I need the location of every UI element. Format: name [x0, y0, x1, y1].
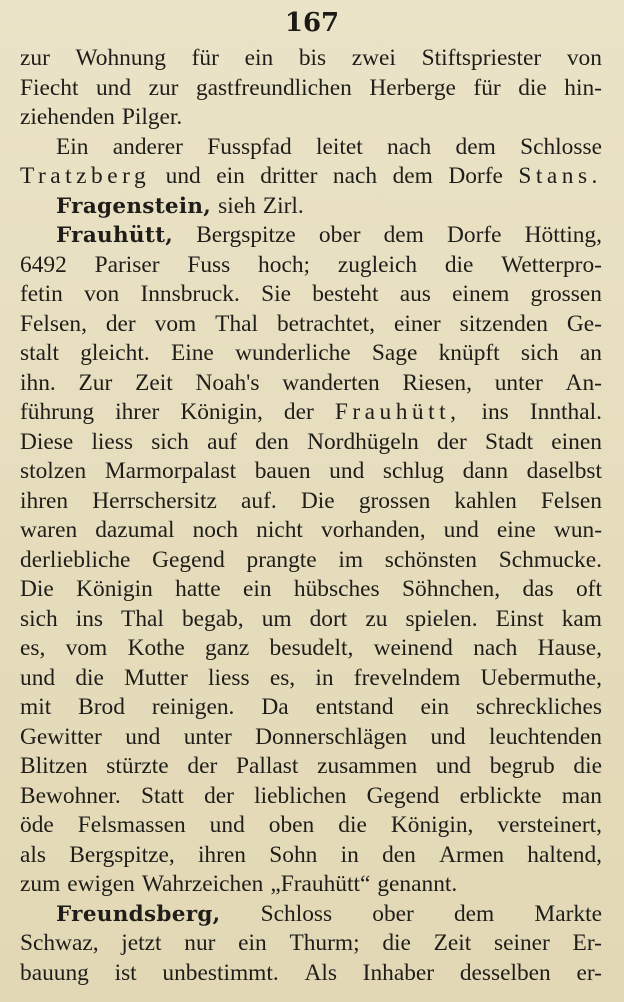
word: zum — [20, 871, 61, 897]
word: Königin, — [180, 399, 263, 425]
word: Königin — [76, 576, 153, 602]
word: Pilger. — [121, 104, 183, 130]
word: ihn. — [20, 369, 56, 396]
word: ziehenden — [20, 104, 115, 130]
text-line — [20, 487, 602, 517]
word: ober — [372, 900, 414, 927]
word: desselben — [459, 959, 551, 986]
word: Mutter — [124, 664, 188, 691]
word: er- — [576, 959, 602, 986]
word: nach — [332, 163, 378, 189]
word: die — [573, 753, 602, 779]
word: Pallast — [236, 753, 299, 779]
word: Felsmassen — [77, 812, 186, 838]
word: Schwaz, — [20, 930, 99, 956]
word: ewigen — [67, 871, 135, 897]
word: der — [283, 399, 314, 425]
word: Sie — [261, 281, 291, 307]
word: Gegend — [152, 546, 225, 573]
text-line — [20, 162, 602, 192]
word: Wahrzeichen — [141, 871, 264, 897]
word: Inhaber — [362, 959, 435, 986]
word: und — [329, 458, 365, 484]
word: dazumal — [95, 517, 175, 543]
word: der — [105, 310, 136, 337]
word: für — [473, 74, 501, 101]
word: hatte — [175, 576, 221, 602]
word: nur — [184, 930, 216, 956]
word: den — [382, 841, 416, 868]
word: Statt — [140, 782, 184, 809]
text-line — [20, 280, 602, 310]
word: lieblichen — [254, 782, 347, 809]
word: „Frauhütt“ — [270, 871, 371, 897]
word: bis — [298, 45, 327, 71]
word: ein — [244, 45, 274, 71]
word: es, — [20, 635, 46, 661]
word: vom — [154, 310, 197, 337]
word: Nordhügeln — [307, 428, 419, 455]
word: sich — [520, 340, 559, 366]
text-line — [20, 221, 602, 251]
text-line — [20, 74, 602, 104]
word: unbestimmt. — [162, 959, 279, 986]
word: von — [84, 281, 120, 307]
word: ins — [481, 399, 509, 425]
word: und — [435, 753, 471, 779]
word: unter — [183, 723, 232, 750]
word: Diese — [20, 428, 74, 455]
word: mit — [20, 694, 52, 720]
word: liess — [91, 428, 134, 455]
word: Gewitter — [20, 723, 102, 750]
word: An- — [565, 369, 602, 396]
word: kahlen — [454, 487, 517, 514]
word: Riesen, — [402, 369, 472, 396]
word: Wohnung — [75, 45, 166, 71]
word: betrachtet, — [276, 310, 376, 337]
text-line — [20, 752, 602, 782]
word: Armen — [439, 841, 505, 868]
word: Bewohner. — [20, 782, 121, 809]
word: grossen — [358, 487, 431, 514]
word: einer — [393, 310, 441, 337]
word: bauen — [254, 458, 311, 484]
word: waren — [20, 517, 78, 543]
word: stolzen — [20, 458, 87, 484]
word: ihren — [20, 487, 69, 514]
word: oft — [575, 576, 602, 602]
word: Da — [261, 694, 289, 720]
word: dem — [383, 222, 424, 248]
word: einen — [551, 428, 602, 455]
word: und — [125, 723, 161, 750]
word: Uebermuthe, — [480, 664, 602, 691]
word: ein — [242, 576, 272, 602]
word: ein — [216, 163, 245, 189]
word: derliebliche — [20, 546, 131, 573]
word: besteht — [312, 281, 379, 307]
word: sitzenden — [459, 310, 548, 337]
text-line — [20, 516, 602, 546]
word: dritter — [260, 163, 318, 189]
word: und — [95, 74, 132, 101]
word: dem — [455, 133, 496, 160]
word: dem — [392, 163, 433, 189]
word: bauung — [20, 959, 89, 986]
word: Innthal. — [529, 399, 602, 425]
text-line — [20, 900, 602, 930]
word: Herberge — [369, 74, 456, 101]
word: besudelt, — [269, 635, 354, 661]
word: grossen — [530, 281, 602, 307]
word: Bergspitze — [196, 222, 296, 248]
word: von — [566, 45, 602, 71]
text-line — [20, 811, 602, 841]
word: Eine — [170, 340, 214, 366]
word: sich — [20, 605, 58, 632]
word: führung — [20, 399, 95, 425]
text-line — [20, 369, 602, 399]
word: vom — [65, 635, 108, 661]
word: zu — [365, 605, 388, 632]
text-line — [20, 546, 602, 576]
word: den — [255, 428, 289, 455]
word: ihrer — [115, 399, 160, 425]
word: Stadt — [485, 428, 534, 455]
word: und — [209, 812, 245, 838]
word: Einst — [495, 605, 544, 632]
word: hoch; — [258, 251, 311, 278]
text-line — [20, 693, 602, 723]
word: leitet — [315, 133, 363, 160]
word: ist — [114, 959, 137, 986]
word: dann — [462, 458, 509, 484]
word: Hause, — [537, 635, 602, 661]
word: an — [579, 340, 602, 366]
word: zur — [148, 74, 179, 101]
word: dem — [453, 900, 495, 927]
word: Fiecht — [20, 74, 79, 101]
word: begrub — [489, 753, 555, 779]
word: noch — [192, 517, 239, 543]
word: fetin — [20, 281, 63, 307]
word: hübsches — [293, 576, 380, 602]
word: ins — [75, 605, 104, 632]
word: Schmucke. — [498, 546, 602, 573]
word: die — [338, 812, 367, 838]
word: jetzt — [121, 930, 162, 956]
word: Dorfe — [446, 222, 502, 248]
word: auf — [207, 428, 237, 455]
word: vorhanden, — [321, 517, 426, 543]
word: Zirl. — [262, 192, 304, 219]
word: anderer — [112, 133, 183, 160]
word: Zeit — [433, 930, 472, 956]
text-line — [20, 959, 602, 989]
word: daselbst — [526, 458, 602, 484]
word: ganz — [205, 635, 250, 661]
word: Ein — [56, 133, 89, 160]
word: dort — [309, 605, 348, 632]
word: ein — [238, 930, 267, 956]
word: entstand — [315, 694, 394, 720]
text-line — [20, 841, 602, 871]
word: als — [20, 841, 46, 868]
entry-headword: Fragenstein, — [56, 193, 212, 219]
word: eine — [496, 517, 536, 543]
word: sich — [151, 428, 189, 455]
word: der — [187, 753, 218, 779]
text-line — [20, 929, 602, 959]
spaced-name: Frauhütt, — [334, 399, 461, 425]
word: Wetterpro- — [501, 251, 602, 278]
text-line — [20, 133, 602, 163]
word: haltend, — [527, 841, 602, 868]
body-text — [20, 44, 602, 988]
word: Noah's — [195, 369, 260, 396]
word: man — [561, 782, 602, 809]
word: und — [20, 664, 56, 691]
text-line — [20, 782, 602, 812]
word: schlug — [382, 458, 444, 484]
word: zusammen — [317, 753, 418, 779]
word: Herrschersitz — [92, 487, 217, 514]
word: Stiftspriester — [421, 45, 542, 71]
text-line — [20, 870, 602, 900]
word: Bergspitze, — [69, 841, 175, 868]
text-line — [20, 44, 602, 74]
word: Felsen, — [20, 310, 87, 337]
word: schreckliches — [476, 694, 602, 720]
text-line — [20, 457, 602, 487]
word: Innsbruck. — [140, 281, 240, 307]
word: die — [518, 74, 547, 101]
word: unter — [494, 369, 543, 396]
word: genannt. — [377, 871, 458, 897]
word: es, — [269, 664, 296, 691]
word: im — [338, 546, 364, 573]
text-line — [20, 575, 602, 605]
word: wun- — [553, 517, 602, 543]
word: stürzte — [106, 753, 169, 779]
word: ein — [420, 694, 450, 720]
word: die — [444, 251, 474, 278]
word: Kothe — [127, 635, 185, 661]
word: der — [436, 428, 467, 455]
word: Als — [304, 959, 337, 986]
word: frevelndem — [353, 664, 461, 691]
word: das — [522, 576, 554, 602]
word: öde — [20, 812, 54, 838]
word: ober — [318, 222, 361, 248]
word: Ge- — [566, 310, 602, 337]
word: für — [191, 45, 219, 71]
word: der — [204, 782, 234, 809]
word: hin- — [564, 74, 602, 101]
word: Sage — [371, 340, 418, 366]
text-line — [20, 664, 602, 694]
word: sieh — [218, 192, 256, 219]
word: versteinert, — [497, 812, 602, 838]
text-line — [20, 428, 602, 458]
word: Sohn — [269, 841, 318, 868]
text-line — [20, 339, 602, 369]
word: nach — [473, 635, 518, 661]
text-line — [20, 103, 602, 133]
word: auf. — [241, 487, 277, 514]
word: ihren — [197, 841, 246, 868]
word: Schloss — [260, 900, 333, 927]
word: prangte — [246, 546, 317, 573]
word: reinigen. — [151, 694, 235, 720]
word: zur — [20, 45, 50, 71]
text-line — [20, 310, 602, 340]
word: Zur — [78, 369, 113, 396]
word: Markte — [534, 900, 602, 927]
word: Fusspfad — [207, 133, 292, 160]
text-line — [20, 605, 602, 635]
word: Thal — [121, 605, 164, 632]
text-line — [20, 634, 602, 664]
word: weinend — [373, 635, 453, 661]
word: einem — [452, 281, 510, 307]
word: spielen. — [405, 605, 478, 632]
word: die — [382, 930, 411, 956]
word: wanderten — [282, 369, 380, 396]
word: nach — [387, 133, 432, 160]
word: aus — [399, 281, 431, 307]
text-line — [20, 723, 602, 753]
word: 6492 — [20, 251, 67, 278]
spaced-name: Stans. — [518, 163, 602, 189]
word: liess — [208, 664, 250, 691]
word: stalt — [20, 340, 59, 366]
word: begab, — [181, 605, 244, 632]
word: Zeit — [135, 369, 173, 396]
entry-headword: Frauhütt, — [56, 223, 174, 248]
word: Er- — [572, 930, 602, 956]
word: wunderliche — [235, 340, 351, 366]
word: Dorfe — [448, 163, 503, 189]
word: seiner — [493, 930, 550, 956]
word: schönsten — [384, 546, 477, 573]
word: und — [443, 517, 479, 543]
word: Blitzen — [20, 753, 88, 779]
text-line — [20, 398, 602, 428]
word: oben — [268, 812, 315, 838]
word: Fuss — [187, 251, 231, 278]
word: kam — [561, 605, 602, 632]
word: in — [315, 664, 334, 691]
word: Marmorpalast — [104, 458, 237, 484]
text-line — [20, 251, 602, 281]
word: Gegend — [366, 782, 440, 809]
word: Thurm; — [289, 930, 360, 956]
word: und — [430, 723, 466, 750]
word: Die — [20, 576, 54, 602]
word: knüpft — [438, 340, 500, 366]
word: gleicht. — [80, 340, 150, 366]
word: um — [261, 605, 292, 632]
word: Schlosse — [520, 133, 602, 160]
word: gastfreundlichen — [195, 74, 352, 101]
word: Königin, — [390, 812, 474, 838]
word: Donnerschlägen — [255, 723, 408, 750]
word: Die — [300, 487, 335, 514]
page-number: 167 — [284, 8, 340, 38]
word: die — [75, 664, 104, 691]
word: in — [340, 841, 359, 868]
word: zugleich — [337, 251, 418, 278]
word: und — [165, 163, 201, 189]
word: leuchtenden — [488, 723, 602, 750]
text-line — [20, 192, 602, 222]
spaced-name: Tratzberg — [20, 163, 151, 189]
word: Felsen — [540, 487, 602, 514]
word: Söhnchen, — [401, 576, 501, 602]
word: Pariser — [94, 251, 160, 278]
entry-headword: Freundsberg, — [56, 901, 221, 927]
word: Hötting, — [524, 222, 602, 248]
word: nicht — [256, 517, 303, 543]
word: Brod — [78, 694, 125, 720]
word: Thal — [215, 310, 259, 337]
word: erblickte — [459, 782, 542, 809]
word: zwei — [351, 45, 396, 71]
